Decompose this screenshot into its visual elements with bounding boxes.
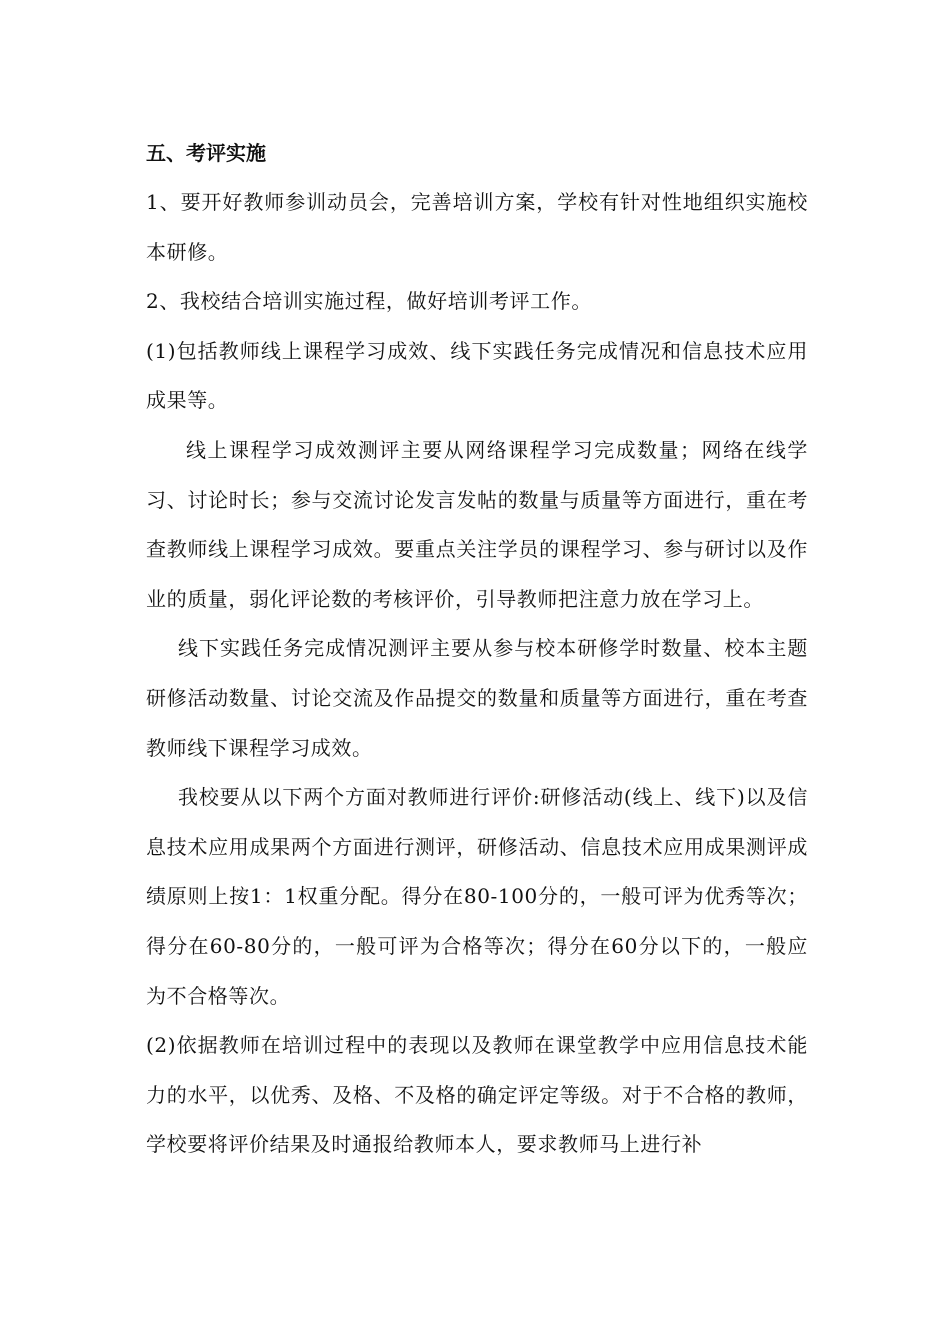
paragraph-subitem-2: (2)依据教师在培训过程中的表现以及教师在课堂教学中应用信息技术能力的水平，以优秀、及格、不及格的确定评定等级。对于不合格的教师，学校要将评价结果及时通报给教师本人，要求教师马上进行补 xyxy=(146,1033,808,1157)
paragraph-evaluation-scoring: 我校要从以下两个方面对教师进行评价:研修活动(线上、线下)以及信息技术应用成果两个方面进行测评，研修活动、信息技术应用成果测评成绩原则上按1：1权重分配。得分在80-100分的，一般可评为优秀等次；得分在60-80分的，一般可评为合格等次；得分在60分以下的，一般应为不合格等次。 xyxy=(146,785,808,1008)
paragraph-item-2: 2、我校结合培训实施过程，做好培训考评工作。 xyxy=(146,289,592,314)
section-heading: 五、考评实施 xyxy=(146,141,266,165)
document-body xyxy=(146,128,808,1170)
paragraph-subitem-1: (1)包括教师线上课程学习成效、线下实践任务完成情况和信息技术应用成果等。 xyxy=(146,338,808,413)
paragraph-online-evaluation: 线上课程学习成效测评主要从网络课程学习完成数量；网络在线学习、讨论时长；参与交流讨论发言发帖的数量与质量等方面进行，重在考查教师线上课程学习成效。要重点关注学员的课程学习、参与研讨以及作业的质量，弱化评论数的考核评价，引导教师把注意力放在学习上。 xyxy=(146,437,808,611)
paragraph-offline-evaluation: 线下实践任务完成情况测评主要从参与校本研修学时数量、校本主题研修活动数量、讨论交流及作品提交的数量和质量等方面进行，重在考查教师线下课程学习成效。 xyxy=(146,636,808,760)
paragraph-item-1: 1、要开好教师参训动员会，完善培训方案，学校有针对性地组织实施校本研修。 xyxy=(146,190,808,264)
